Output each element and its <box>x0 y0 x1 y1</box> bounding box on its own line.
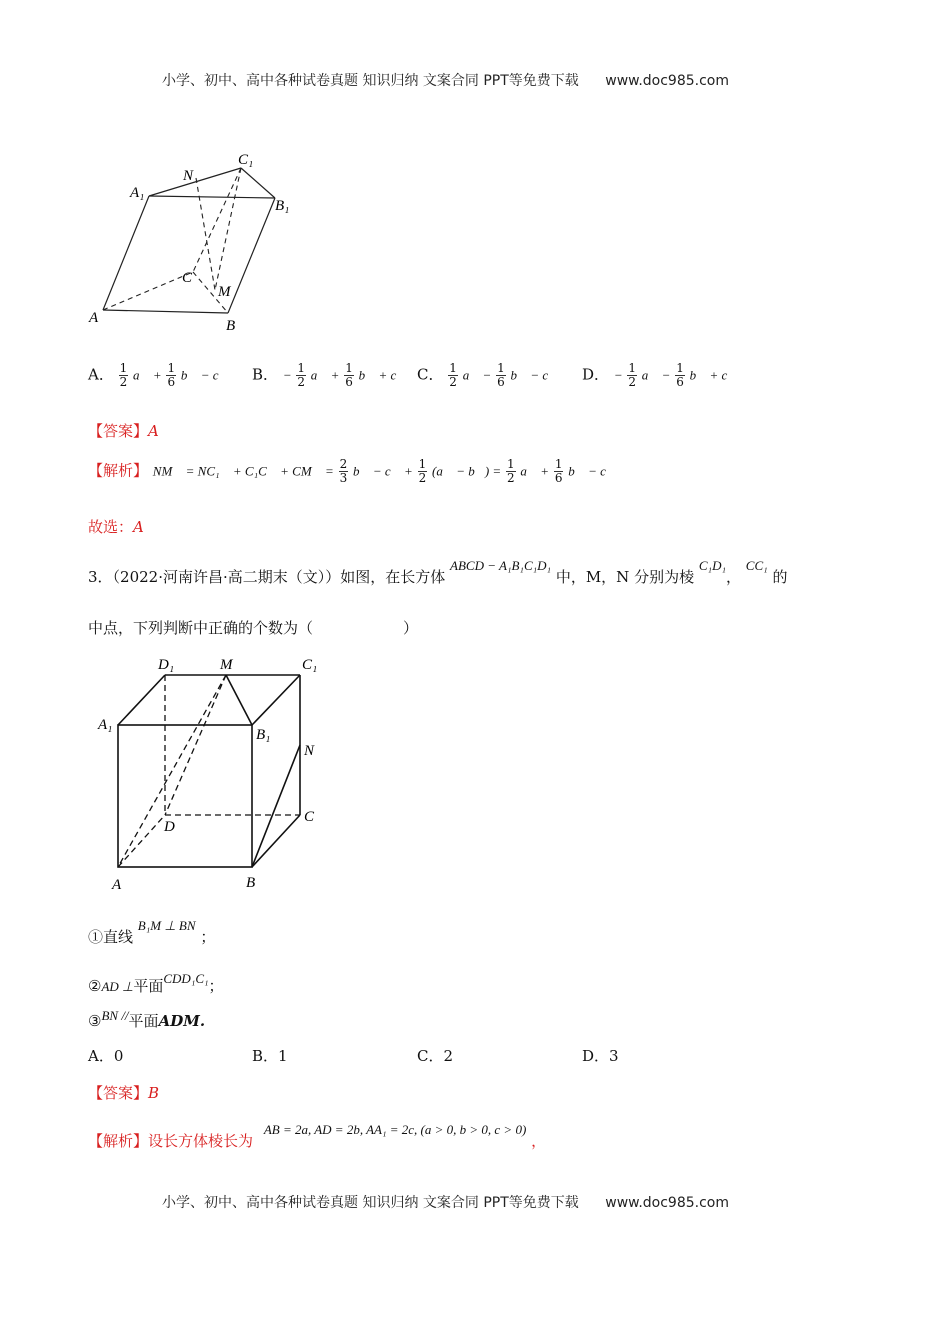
page-header <box>162 70 729 90</box>
option-d: D． − $\frac{1}{2}$ a⃗ − $\frac{1}{6}$ b⃗ + c <box>582 361 728 389</box>
q3-stem-line2: 中点，下列判断中正确的个数为（ ） <box>88 619 419 637</box>
edge-a-d <box>118 815 165 867</box>
label-b1: B₁ <box>256 727 271 743</box>
segment-b-n <box>252 745 300 867</box>
q3-item-2: ②AD ⊥平面CDD₁C₁； <box>88 971 224 995</box>
edge-a1-a <box>103 196 149 310</box>
q2-answer: 【答案】A <box>88 422 159 440</box>
label-a1: A₁ <box>130 185 145 201</box>
label-a: A <box>89 310 99 326</box>
header-url: www.doc985.com <box>605 73 729 89</box>
edge-b1-c1 <box>252 675 300 725</box>
label-b: B <box>246 875 256 891</box>
q3-answer: 【答案】B <box>88 1084 160 1102</box>
edge-a1-d1 <box>118 675 165 725</box>
front-face <box>118 725 252 867</box>
edge-c1-c <box>193 168 241 272</box>
edge-c1-b1 <box>241 168 275 198</box>
segment-m-d <box>165 675 226 815</box>
label-n: N <box>304 743 315 759</box>
segment-n-m <box>196 178 215 290</box>
edge-a1-b1 <box>149 196 275 198</box>
figure-prism <box>85 150 305 335</box>
label-c: C <box>182 270 193 286</box>
segment-m-a <box>118 675 226 867</box>
label-c1: C₁ <box>302 657 318 673</box>
label-a1: A₁ <box>98 717 113 733</box>
option-b: B． − $\frac{1}{2}$ a⃗ + $\frac{1}{6}$ b⃗ + c <box>252 361 397 389</box>
label-b: B <box>226 318 236 334</box>
label-d1: D₁ <box>158 657 175 673</box>
q3-analysis: 【解析】设长方体棱长为 AB = 2a, AD = 2b, AA₁ = 2c, (a > 0, b > 0, c > 0) ， <box>88 1122 547 1150</box>
label-c1: C₁ <box>238 152 254 168</box>
q3-item-3: ③BN //平面ADM. <box>88 1008 206 1030</box>
q3-option-c: C．2 <box>417 1047 454 1065</box>
q2-analysis: 【解析】 NM⃗ = NC₁⃗ + C₁C⃗ + CM⃗ = $\frac{2}{3}$ b⃗ − c⃗ + $\frac{1}{2}$ (a⃗ − b⃗) = $\frac{1}{2}$ a⃗ + $\frac{1}{6}$ b⃗ − c⃗ <box>88 457 617 485</box>
page-footer <box>162 1192 729 1212</box>
segment-m-b1 <box>226 675 252 725</box>
q3-option-a: A．0 <box>88 1047 124 1065</box>
segment-c1-m <box>215 168 241 290</box>
label-d: D <box>164 819 175 835</box>
label-a: A <box>112 877 122 893</box>
label-b1: B₁ <box>275 198 290 214</box>
edge-b1-b <box>228 198 275 313</box>
q3-item-1: ①直线 B₁M ⊥ BN ； <box>88 918 216 946</box>
edge-b-c <box>252 815 300 867</box>
q3-stem-line1: 3．（2022·河南许昌·高二期末（文））如图，在长方体 ABCD − A₁B₁C₁D₁ 中，M，N 分别为棱 C₁D₁， CC₁ 的 <box>88 558 788 586</box>
header-text: 小学、初中、高中各种试卷真题 知识归纳 文案合同 PPT等免费下载 <box>162 73 579 89</box>
footer-url: www.doc985.com <box>605 1195 729 1211</box>
label-m: M <box>218 284 231 300</box>
footer-text: 小学、初中、高中各种试卷真题 知识归纳 文案合同 PPT等免费下载 <box>162 1195 579 1211</box>
q3-option-d: D．3 <box>582 1047 619 1065</box>
q3-option-b: B．1 <box>252 1047 288 1065</box>
label-n: N <box>183 168 194 184</box>
figure-cuboid <box>92 653 332 893</box>
q2-conclusion: 故选：A <box>88 518 144 536</box>
edge-a1-c1 <box>149 168 241 196</box>
edge-a-b <box>103 310 228 313</box>
option-a: A． $\frac{1}{2}$ a⃗ + $\frac{1}{6}$ b⃗ − c <box>88 361 219 389</box>
label-c: C <box>304 809 315 825</box>
option-c: C． $\frac{1}{2}$ a⃗ − $\frac{1}{6}$ b⃗ − c <box>417 361 549 389</box>
label-m: M <box>220 657 233 673</box>
